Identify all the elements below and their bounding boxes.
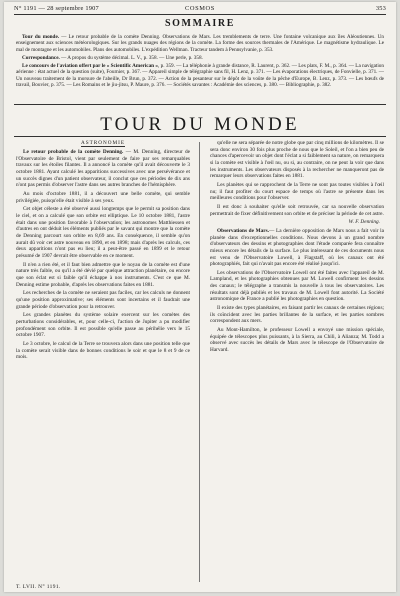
section-title: TOUR DU MONDE [100, 114, 300, 135]
journal-page [4, 2, 396, 592]
sommaire-title: SOMMAIRE [164, 18, 236, 29]
article-paragraph: Les observations de l'Observatoire Lowell ont été faites avec l'appareil de M. Lampland, et les photographies obtenues par M. Lowell confirment les dessins des canaux; le télégraphe a transmis la nouvelle à tous les observatoires. Les résultats sont déjà publiés et les travaux de M. Lowell font autorité. La Société astronomique de France a publié les photographies en question. [210, 269, 384, 303]
sommaire-rule [14, 104, 386, 105]
article-paragraph: Il n'en a rien été, et il faut bien admettre que le noyau de la comète est d'une nature très faible, ou qu'il a été dévié par quelque attraction planétaire, ou encore que son éclat est si faible qu'il échappe à nos instruments. C'est ce que M. Denning estime probable, d'après les observations faites en 1881. [16, 261, 190, 288]
article-paragraph: Au Mont-Hamilton, le professeur Lowell a envoyé une mission spéciale, équipée de télescopes plus puissants, à la Sierra, au Chili, à Alianza; M. Todd a observé avec succès les détails de Mars avec le télescope de l'Observatoire de Harvard. [210, 327, 384, 354]
right-column [210, 140, 384, 356]
column-divider [199, 142, 200, 582]
article-paragraph: Il est donc à souhaiter qu'elle soit retrouvée, car sa nouvelle observation permettrait de fixer définitivement son orbite et de préciser la période de cet astre. [210, 203, 384, 217]
article-paragraph: Les recherches de la comète ne seraient pas faciles, car les calculs ne donnent qu'une position approximative; ses éléments sont incertains et il faudrait une grande période d'observation pour la retrouver. [16, 290, 190, 310]
sommaire-paragraph: Correspondance. — A propos du système décimal. L. V., p. 358. — Une perle, p. 358. [22, 54, 203, 61]
article-paragraph: Il existe des types planétaires, en faisant partir les canaux de certaines régions; ils coïncident avec les parties brillantes de la surface, et les parties sombres correspondent aux mers. [210, 305, 384, 325]
sommaire-paragraph: Le concours de l'aviation offert par le « Scientific American », p. 359. — La téléphonie à grande distance, R. Laurent, p. 362. — Les plats, F. M., p. 364. — La navigation aérienne : état actuel de la question (suite), Fournier, p. 367. — Appareil simple de télégraphie sans fil, H. Lenz, p. 371. — Les évaporations électriques, de Fonvielle, p. 371. — Un nouveau traitement de la morsure de l'abeille, Dr Brun, p. 372. — Action de la pesanteur sur le dépôt de la voûte de la pêche d'Europe, B. Lenz, p. 373. — Les bœufs de travail, Bouvier, p. 375. — Les Romains et le jiu-jitsu, P. Maure, p. 376. — Sociétés savantes : Académie des sciences, p. 380. — Bibliographie, p. 382. [16, 62, 384, 89]
article-paragraph: Cet objet céleste a été observé aussi longtemps que le permit sa position dans le ciel, et on a calculé que son orbite est elliptique. Le 10 octobre 1881, l'astre était dans une position favorable à l'observation; les astronomes Matthiessen et d'autres en ont déduit les éléments publiés par le savant qui montre que la comète de Denning parcourt son orbite en 8,69 ans. En conséquence, il semble qu'on aurait dû voir cet astre nouveau en 1890, et en 1898; mais d'après les calculs, ces deux apparitions n'ont pas eu lieu; il a peut-être passé en 1899 et le retour présumé de 1907 devrait être observable en ce moment. [16, 206, 190, 259]
title-rule [14, 136, 386, 137]
volume-footer: T. LVII. N° 1191. [16, 584, 61, 590]
category-heading: ASTRONOMIE [80, 140, 125, 146]
article-paragraph: Le 3 octobre, le calcul de la Terre se trouvera alors dans une position telle que la comète serait visible dans de bonnes conditions le soir et que le 8 et 9 de ce mois. [16, 340, 190, 361]
issue-info: N° 1191 — 28 septembre 1907 [14, 5, 99, 12]
article-paragraph: Le retour probable de la comète Denning. — M. Denning, directeur de l'Observatoire de Bristol, vient par seulement de faire par ses remarquables travaux sur les étoiles filantes. Il a annoncé la comète qu'il avait découverte le 3 octobre 1881. Ayant calculé les apparitions successives avec une persévérance et un succès dignes d'un patient observateur, il conclut que ces périodes de dix ans n'ont pas permis d'observer l'astre dans ses autres branches de l'hémisphère. [16, 149, 191, 189]
running-header [14, 5, 386, 14]
article-paragraph: Les planètes qui se rapprochent de la Terre ne sont pas toutes visibles à l'œil nu; il faut profiter du court espace de temps où l'astre se présente dans les meilleures conditions pour l'observer. [210, 181, 384, 202]
left-column [16, 140, 190, 363]
article-paragraph: Au mois d'octobre 1881, il a découvert une belle comète, qui semble privilégiée, puisqu'elle était visible à ses yeux. [16, 191, 190, 204]
article-signature: W. F. Denning. [348, 219, 380, 226]
journal-name: COSMOS [185, 5, 215, 12]
article-paragraph: qu'elle ne sera séparée de notre globe que par cinq millions de kilomètres. Il se sera donc environ 30 fois plus proche de nous que le Soleil, et l'on a bien peu de chances d'apercevoir un objet dont l'éclat a si faiblement sa nature, on remarquera si la comète est visible à l'œil nu, ou si, au contraire, on ne peut la voir que dans les instruments. Les observateurs disposés à la rechercher ne manqueront pas de remarquer leurs observations faites en 1881. [210, 140, 384, 180]
page-number: 353 [375, 5, 386, 12]
article-paragraph: Observations de Mars.— La dernière opposition de Mars nous a fait voir la planète dans d'exceptionnelles conditions. Nous devons à un grand nombre d'observateurs des dessins et photographies dont l'étude comparée fera connaître mieux encore les détails de la surface. Le plus intéressant de ces documents nous est venu de l'Observatoire Lowell, à Flagstaff, où les canaux ont été photographiés, fait qui n'avait pas encore été réalisé jusqu'ici. [210, 227, 384, 268]
article-paragraph: Les grandes planètes du système solaire exercent sur les comètes des perturbations considérables, et, pour celle-ci, l'action de Jupiter a pu modifier profondément son orbite. Il est possible qu'elle passe au périhélie vers le 15 octobre 1907. [16, 312, 190, 339]
header-rule [14, 14, 386, 15]
sommaire-paragraph: Tour du monde. — Le retour probable de la comète Denning. Observations de Mars. Les tremblements de terre. Une fontaine volcanique aux îles Aléoutiennes. Un enseignement aux sciences météorologiques. Sur les grands nuages des régions de la comète. La forme des sources thermales de l'Amérique. Le magnétisme hydraulique. Le mal de montagne et les automobiles. Plans des automobiles. L'expédition Wellman. Tracteur tandem à Pennsylvanie, p. 353. [16, 34, 384, 53]
sommaire-body [16, 34, 384, 90]
